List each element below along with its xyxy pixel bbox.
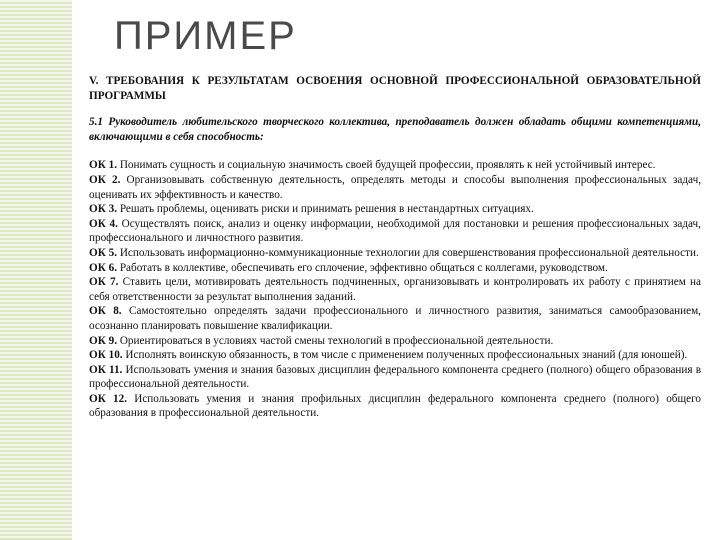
competency-code: ОК 11. <box>89 363 123 376</box>
competency-code: ОК 2. <box>89 173 121 186</box>
competency-item <box>89 246 701 261</box>
slide-content <box>89 74 701 421</box>
competency-text: Исполнять воинскую обязанность, в том числе с применением полученных профессиональных знаний (для юношей). <box>122 349 688 362</box>
competency-item <box>89 261 701 276</box>
competency-text: Организовывать собственную деятельность, определять методы и способы выполнения профессиональных задач, оценивать их эффективность и качество. <box>89 173 701 201</box>
competency-code: ОК 5. <box>89 246 118 259</box>
competency-text: Работать в коллективе, обеспечивать его сплочение, эффективно общаться с коллегами, руководством. <box>117 261 608 274</box>
competency-code: ОК 7. <box>89 276 119 289</box>
competency-text: Ориентироваться в условиях частой смены технологий в профессиональной деятельности. <box>117 334 554 347</box>
competency-code: ОК 4. <box>89 217 118 230</box>
competency-text: Ставить цели, мотивировать деятельность подчиненных, организовывать и контролировать их работу с принятием на себя ответственности за результат выполнения заданий. <box>89 276 701 303</box>
subsection-heading: 5.1 Руководитель любительского творческого коллектива, преподаватель должен обладать общими компетенциями, включающими в себя способность: <box>89 116 701 143</box>
competency-code: ОК 8. <box>89 305 122 318</box>
competency-code: ОК 10. <box>89 349 123 362</box>
competency-code: ОК 12. <box>89 392 128 405</box>
competency-text: Осуществлять поиск, анализ и оценку информации, необходимой для постановки и решения профессиональных задач, профессионального и личностного развития. <box>89 217 701 245</box>
competency-item <box>89 392 701 421</box>
competency-code: ОК 3. <box>89 203 118 216</box>
competency-item <box>89 173 701 202</box>
competency-text: Понимать сущность и социальную значимость своей будущей профессии, проявлять к ней устойчивый интерес. <box>117 159 656 172</box>
competency-code: ОК 9. <box>89 334 118 347</box>
competency-text: Решать проблемы, оценивать риски и принимать решения в нестандартных ситуациях. <box>117 203 534 216</box>
competency-item <box>89 304 701 333</box>
competency-text: Использовать умения и знания базовых дисциплин федерального компонента среднего (полного) общего образования в профессиональной деятельности. <box>89 363 702 391</box>
competency-item <box>89 334 701 349</box>
competency-item <box>89 202 701 217</box>
competency-item <box>89 348 701 363</box>
competency-item <box>89 217 701 246</box>
competency-text: Использовать информационно-коммуникационные технологии для совершенствования профессиональной деятельности. <box>117 246 699 259</box>
section-heading: V. ТРЕБОВАНИЯ К РЕЗУЛЬТАТАМ ОСВОЕНИЯ ОСНОВНОЙ ПРОФЕССИОНАЛЬНОЙ ОБРАЗОВАТЕЛЬНОЙ ПРОГРАММЫ <box>89 75 701 102</box>
competency-item <box>89 158 701 173</box>
competency-code: ОК 1. <box>89 159 118 172</box>
competency-text: Использовать умения и знания профильных дисциплин федерального компонента среднего (полного) общего образования в профессиональной деятельности. <box>89 392 701 420</box>
competency-code: ОК 6. <box>89 261 118 274</box>
competency-item <box>89 363 701 392</box>
competency-item <box>89 275 701 304</box>
slide-title: ПРИМЕР <box>114 14 297 58</box>
decorative-stripe-band <box>0 0 72 540</box>
competency-text: Самостоятельно определять задачи профессионального и личностного развития, заниматься самообразованием, осознанно планировать повышение квалификации. <box>89 305 701 332</box>
